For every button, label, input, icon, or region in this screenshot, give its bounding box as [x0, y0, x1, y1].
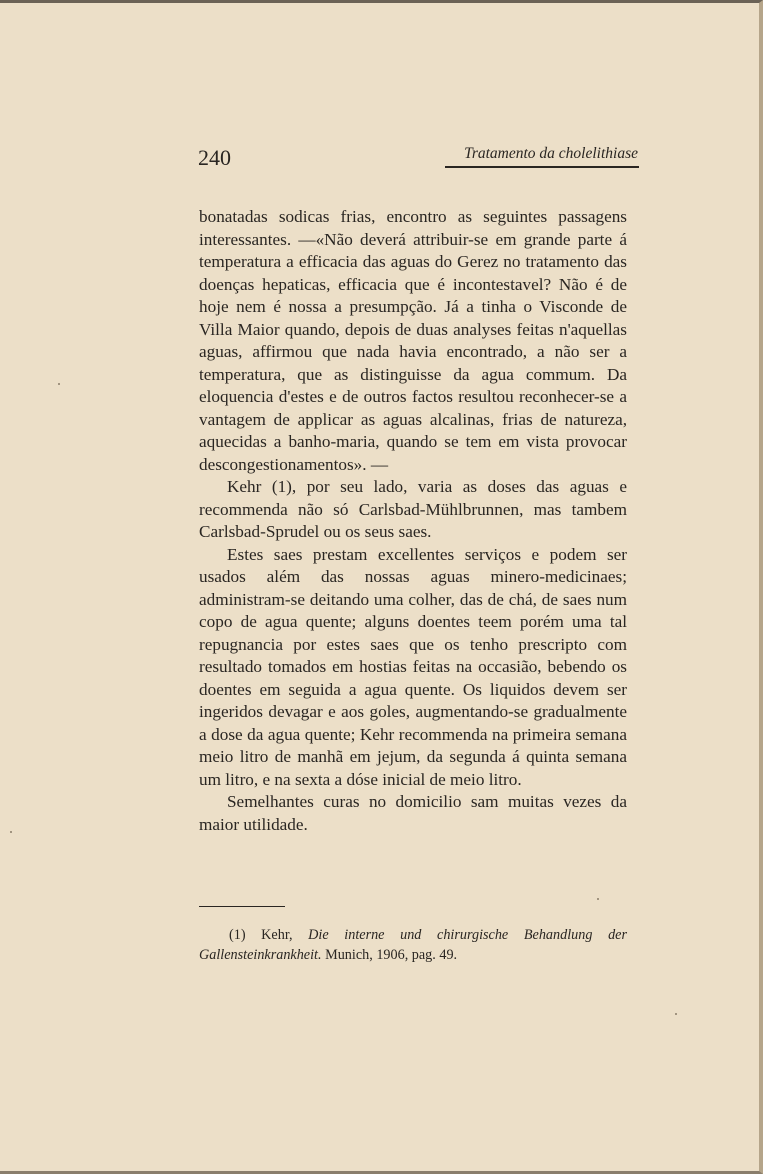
footnote-marker: (1) Kehr, — [229, 927, 293, 943]
footnote — [199, 925, 627, 965]
paragraph-saes: Estes saes prestam excellentes serviços e podem ser usados além das nossas aguas minero-medicinaes; administram-se deitando uma colher, das de chá, de saes num copo de agua quente; alguns doentes teem porém uma tal repugnancia por estes saes que os tenho prescripto com resultado tomados em hostias feitas na occasião, bebendo os doentes em seguida a agua quente. Os liquidos devem ser ingeridos devagar e aos goles, augmentando-se gradualmente a dose da agua quente; Kehr recommenda na primeira semana meio litro de manhã em jejum, da segunda á quinta semana um litro, e na sexta a dóse inicial de meio litro. — [199, 544, 627, 789]
paragraph-kehr: Kehr (1), por seu lado, varia as doses das aguas e recommenda não só Carlsbad-Mühlbrunnen, mas tambem Carlsbad-Sprudel ou os seus saes. — [199, 477, 627, 541]
paragraph-curas: Semelhantes curas no domicilio sam muitas vezes da maior utilidade. — [199, 792, 627, 834]
footnote-rest: Munich, 1906, pag. 49. — [325, 947, 458, 963]
paper-speck — [675, 1013, 677, 1015]
paper-speck — [597, 898, 599, 900]
footnote-title: Die interne und chirurgische Behandlung der Gallensteinkrankheit. — [199, 927, 627, 963]
paragraph-continued: bonatadas sodicas frias, encontro as seguintes passagens interessantes. —«Não deverá attribuir-se em grande parte á temperatura a efficacia das aguas do Gerez no tratamento das doenças hepaticas, efficacia que é incontestavel? Não é de hoje nem é nossa a presumpção. Já a tinha o Visconde de Villa Maior quando, depois de duas analyses feitas n'aquellas aguas, affirmou que nada havia encontrado, a não ser a temperatura, que as distinguisse da agua commum. Da eloquencia d'estes e de outros factos resultou reconhecer-se a vantagem de applicar as aguas alcalinas, frias de natureza, aquecidas a banho-maria, quando se tem em vista provocar descongestionamentos». — — [199, 207, 627, 474]
running-title: Tratamento da cholelithiase — [464, 145, 638, 162]
paper-speck — [10, 831, 12, 833]
page-number: 240 — [198, 145, 231, 170]
footnote-rule — [199, 906, 285, 907]
body-text — [199, 206, 627, 836]
paper-speck — [58, 383, 60, 385]
header-rule — [445, 166, 639, 168]
